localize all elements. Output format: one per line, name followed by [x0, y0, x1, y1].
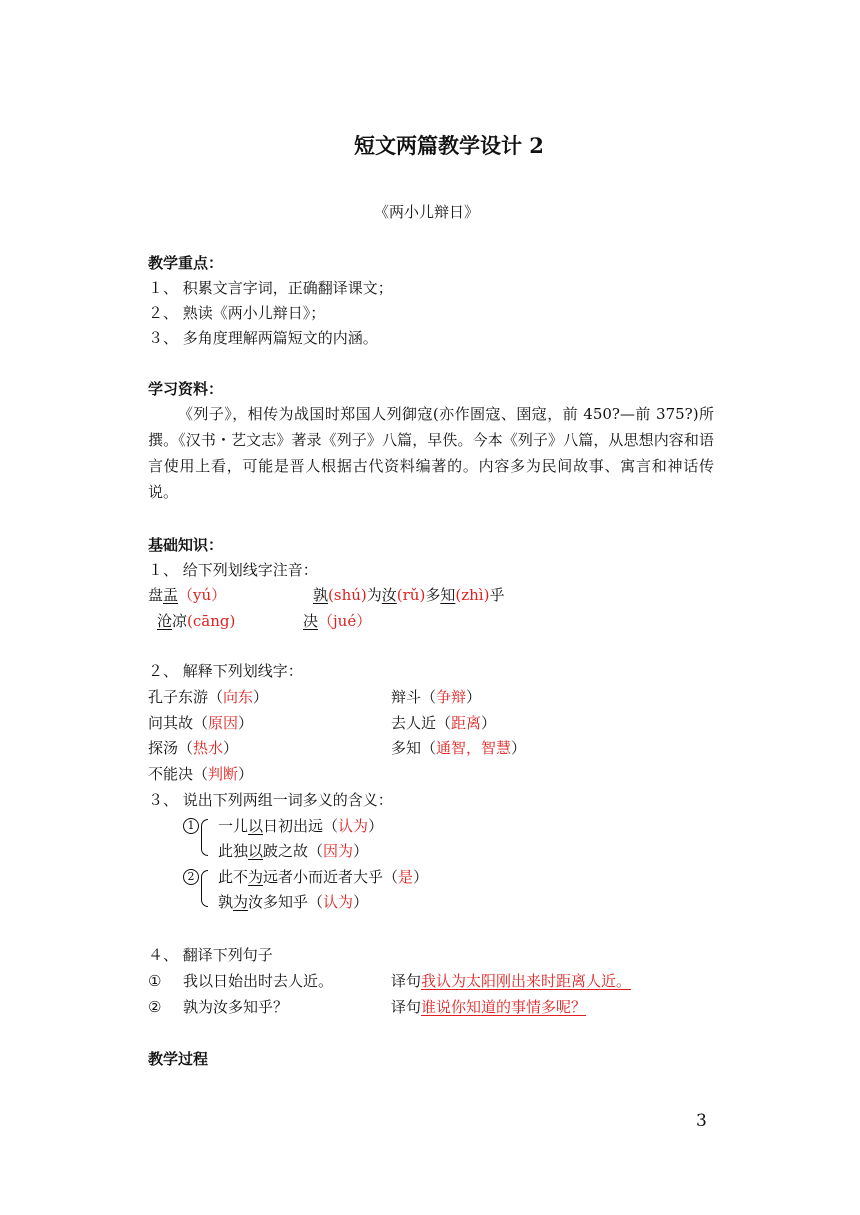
- brace-icon: [201, 819, 208, 836]
- brace-icon: [201, 886, 208, 907]
- circled-number: 1: [183, 818, 199, 834]
- q1-row-2b: [303, 610, 371, 632]
- q1-underlined-char: 沧: [157, 612, 173, 630]
- q2-paren: ）: [466, 688, 482, 706]
- q1-underlined-char: 孰: [313, 586, 329, 604]
- q3-answer: 是: [398, 868, 414, 886]
- page-number: 3: [696, 1111, 707, 1131]
- q2-label: ２、 解释下列划线字：: [148, 662, 303, 680]
- q2-paren: ）: [238, 765, 254, 783]
- q2-term: 去人近（: [391, 714, 452, 732]
- q1-underlined-char: 汝: [381, 586, 397, 604]
- q1-pinyin: （jué）: [318, 612, 372, 630]
- q2-item: [391, 737, 526, 759]
- q2-paren: ）: [223, 739, 239, 757]
- q2-answer: 距离: [451, 714, 482, 732]
- q3-line: [218, 840, 368, 862]
- q3-word: 为: [248, 868, 264, 886]
- q3-answer: 认为: [323, 893, 354, 911]
- q3-text: 远者小而近者大乎（: [263, 868, 399, 886]
- q4-prefix: 译句: [391, 972, 422, 990]
- q2-item: [391, 712, 496, 734]
- q3-paren: ）: [353, 893, 369, 911]
- q1-char: 多: [425, 586, 441, 604]
- q4-answer: 我认为太阳刚出来时距离人近。: [421, 972, 632, 990]
- q2-item: [148, 763, 253, 785]
- process-heading: 教学过程: [148, 1050, 209, 1068]
- q3-word: 以: [248, 817, 264, 835]
- q3-text: 孰: [218, 893, 234, 911]
- q1-pinyin: （yú）: [178, 586, 227, 604]
- brace-icon: [201, 835, 208, 856]
- materials-heading: 学习资料：: [148, 380, 224, 398]
- q1-row-1a: [148, 584, 226, 606]
- q3-line: [218, 866, 428, 888]
- q3-label: ３、 说出下列两组一词多义的含义：: [148, 791, 393, 809]
- q4-num: ①: [148, 972, 162, 990]
- q2-answer: 判断: [208, 765, 239, 783]
- q2-answer: 争辩: [436, 688, 467, 706]
- q2-answer: 通智，智慧: [436, 739, 512, 757]
- q4-num: ②: [148, 998, 162, 1016]
- q3-line: [218, 891, 368, 913]
- q3-text: 日初出远（: [263, 817, 339, 835]
- q4-translation: [391, 970, 631, 992]
- q4-prefix: 译句: [391, 998, 422, 1016]
- q2-paren: ）: [481, 714, 497, 732]
- q3-paren: ）: [368, 817, 384, 835]
- q1-char: 为: [366, 586, 382, 604]
- focus-item: ３、 多角度理解两篇短文的内涵。: [148, 329, 378, 347]
- q1-row-2a: [157, 610, 235, 632]
- q4-translation: [391, 996, 586, 1018]
- q1-pinyin: (cāng): [187, 612, 236, 630]
- q2-term: 问其故（: [148, 714, 209, 732]
- q2-item: [148, 686, 268, 708]
- q2-term: 辩斗（: [391, 688, 437, 706]
- q1-underlined-char: 决: [303, 612, 319, 630]
- circled-number: 2: [183, 869, 199, 885]
- q1-label: １、 给下列划线字注音：: [148, 561, 318, 579]
- q3-text: 此独: [218, 842, 249, 860]
- q3-paren: ）: [353, 842, 369, 860]
- q3-group-number: [183, 815, 199, 837]
- q2-item: [148, 737, 238, 759]
- q2-paren: ）: [253, 688, 269, 706]
- q2-answer: 原因: [208, 714, 239, 732]
- materials-paragraph: 《列子》，相传为战国时郑国人列御寇(亦作圄寇、圉寇，前 450?—前 375?)所撰。《汉书・艺文志》著录《列子》八篇，早佚。今本《列子》八篇，从思想内容和语言使用上看，可能是晋人根据古代资料编著的。内容多为民间故事、寓言和神话传说。: [148, 405, 714, 501]
- q1-pinyin: (zhì): [455, 586, 490, 604]
- q2-paren: ）: [238, 714, 254, 732]
- q1-underlined-char: 盂: [163, 586, 179, 604]
- focus-item: ２、 熟读《两小儿辩日》；: [148, 304, 326, 322]
- focus-item: １、 积累文言字词，正确翻译课文；: [148, 279, 393, 297]
- q3-text: 此不: [218, 868, 249, 886]
- q1-row-1b: [313, 584, 504, 606]
- q4-sentence: 孰为汝多知乎？: [183, 998, 289, 1016]
- q2-term: 不能决（: [148, 765, 209, 783]
- q3-text: 汝多知乎（: [248, 893, 324, 911]
- q3-word: 以: [248, 842, 264, 860]
- subtitle: 《两小儿辩日》: [374, 203, 480, 221]
- q2-answer: 热水: [193, 739, 224, 757]
- q2-term: 探汤（: [148, 739, 194, 757]
- q1-underlined-char: 知: [440, 586, 456, 604]
- brace-icon: [201, 870, 208, 887]
- q3-text: 跛之故（: [263, 842, 324, 860]
- q4-label: ４、 翻译下列句子: [148, 946, 273, 964]
- q1-char: 凉: [172, 612, 188, 630]
- q3-line: [218, 815, 383, 837]
- q1-pinyin: (rǔ): [396, 586, 426, 604]
- q2-term: 孔子东游（: [148, 688, 224, 706]
- basics-heading: 基础知识：: [148, 536, 224, 554]
- q3-answer: 因为: [323, 842, 354, 860]
- q1-char: 盘: [148, 586, 164, 604]
- q2-paren: ）: [511, 739, 527, 757]
- q3-paren: ）: [413, 868, 429, 886]
- q3-word: 为: [233, 893, 249, 911]
- q4-answer: 谁说你知道的事情多呢？: [421, 998, 587, 1016]
- q1-pinyin: (shú): [328, 586, 367, 604]
- q2-item: [148, 712, 253, 734]
- q2-term: 多知（: [391, 739, 437, 757]
- page-title: 短文两篇教学设计 2: [354, 133, 544, 158]
- q3-answer: 认为: [338, 817, 369, 835]
- q3-group-number: [183, 866, 199, 888]
- q2-item: [391, 686, 481, 708]
- focus-heading: 教学重点：: [148, 254, 224, 272]
- q2-answer: 向东: [223, 688, 254, 706]
- q3-text: 一儿: [218, 817, 249, 835]
- q4-sentence: 我以日始出时去人近。: [183, 972, 334, 990]
- q1-char: 乎: [489, 586, 505, 604]
